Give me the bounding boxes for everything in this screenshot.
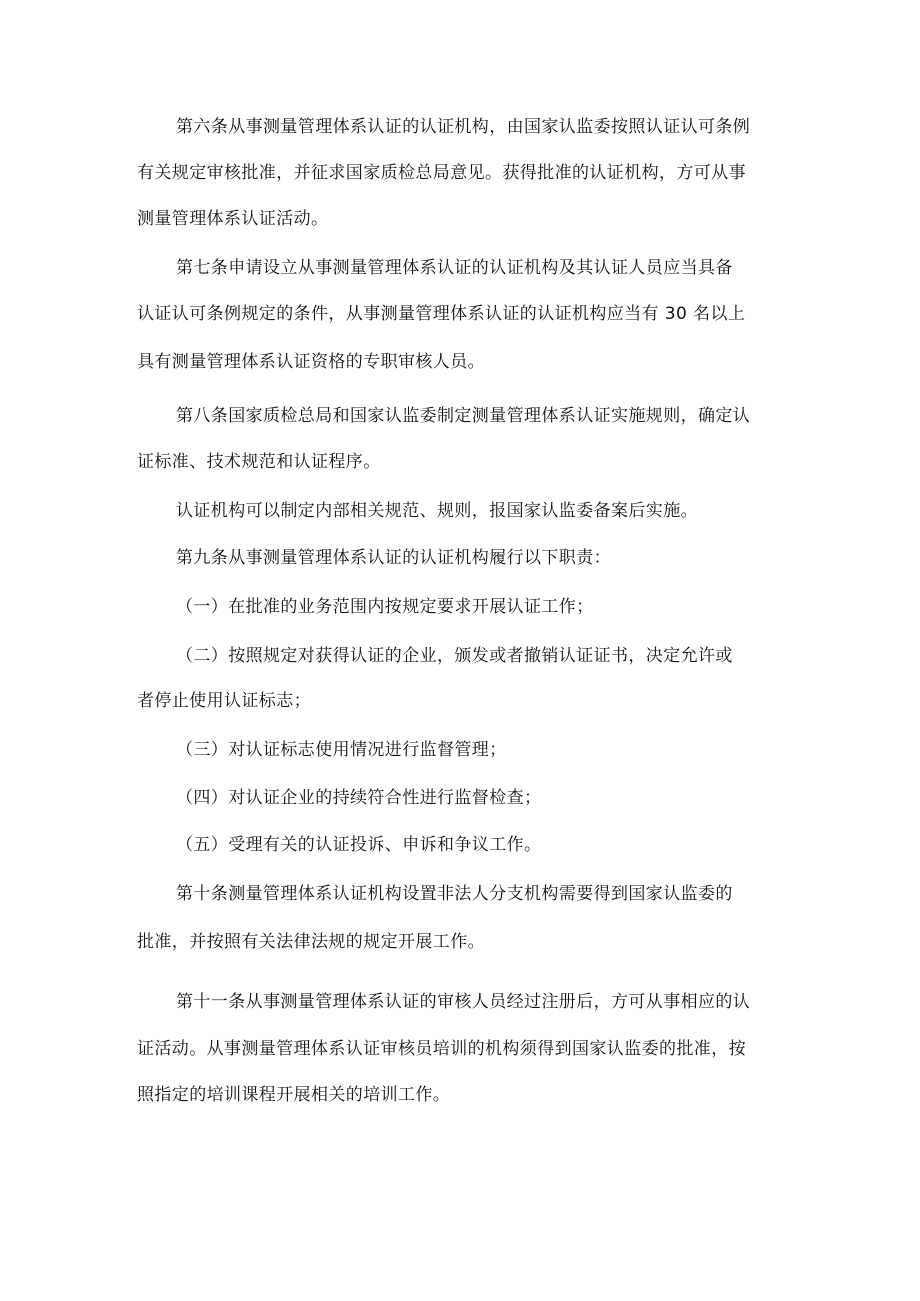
- article9-line1: 第九条从事测量管理体系认证的认证机构履行以下职责：: [176, 548, 611, 568]
- article9-item2-line1: （二）按照规定对获得认证的企业，颁发或者撤销认证证书，决定允许或: [176, 646, 733, 666]
- article8-line2: 证标准、技术规范和认证程序。: [137, 452, 381, 472]
- article7-line3: 具有测量管理体系认证资格的专职审核人员。: [137, 352, 485, 372]
- article9-item1: （一）在批准的业务范围内按规定要求开展认证工作；: [176, 597, 594, 617]
- article7-line1: 第七条申请设立从事测量管理体系认证的认证机构及其认证人员应当具备: [176, 258, 733, 278]
- article11-line3: 照指定的培训课程开展相关的培训工作。: [137, 1085, 451, 1105]
- article11-line2: 证活动。从事测量管理体系认证审核员培训的机构须得到国家认监委的批准，按: [137, 1039, 746, 1059]
- article7-line2: 认证认可条例规定的条件，从事测量管理体系认证的认证机构应当有 30 名以上: [137, 304, 746, 324]
- article10-line2: 批准，并按照有关法律法规的规定开展工作。: [137, 932, 485, 952]
- article10-line1: 第十条测量管理体系认证机构设置非法人分支机构需要得到国家认监委的: [176, 884, 733, 904]
- article9-item3: （三）对认证标志使用情况进行监督管理；: [176, 740, 507, 760]
- article8-para2: 认证机构可以制定内部相关规范、规则，报国家认监委备案后实施。: [176, 501, 698, 521]
- article9-item4: （四）对认证企业的持续符合性进行监督检查；: [176, 788, 542, 808]
- article6-line3: 测量管理体系认证活动。: [137, 209, 329, 229]
- article6-line1: 第六条从事测量管理体系认证的认证机构，由国家认监委按照认证认可条例: [176, 117, 751, 137]
- article9-item5: （五）受理有关的认证投诉、申诉和争议工作。: [176, 835, 542, 855]
- article8-line1: 第八条国家质检总局和国家认监委制定测量管理体系认证实施规则，确定认: [176, 406, 751, 426]
- article6-line2: 有关规定审核批准，并征求国家质检总局意见。获得批准的认证机构，方可从事: [137, 163, 746, 183]
- article11-line1: 第十一条从事测量管理体系认证的审核人员经过注册后，方可从事相应的认: [176, 992, 751, 1012]
- article9-item2-line2: 者停止使用认证标志；: [137, 691, 311, 711]
